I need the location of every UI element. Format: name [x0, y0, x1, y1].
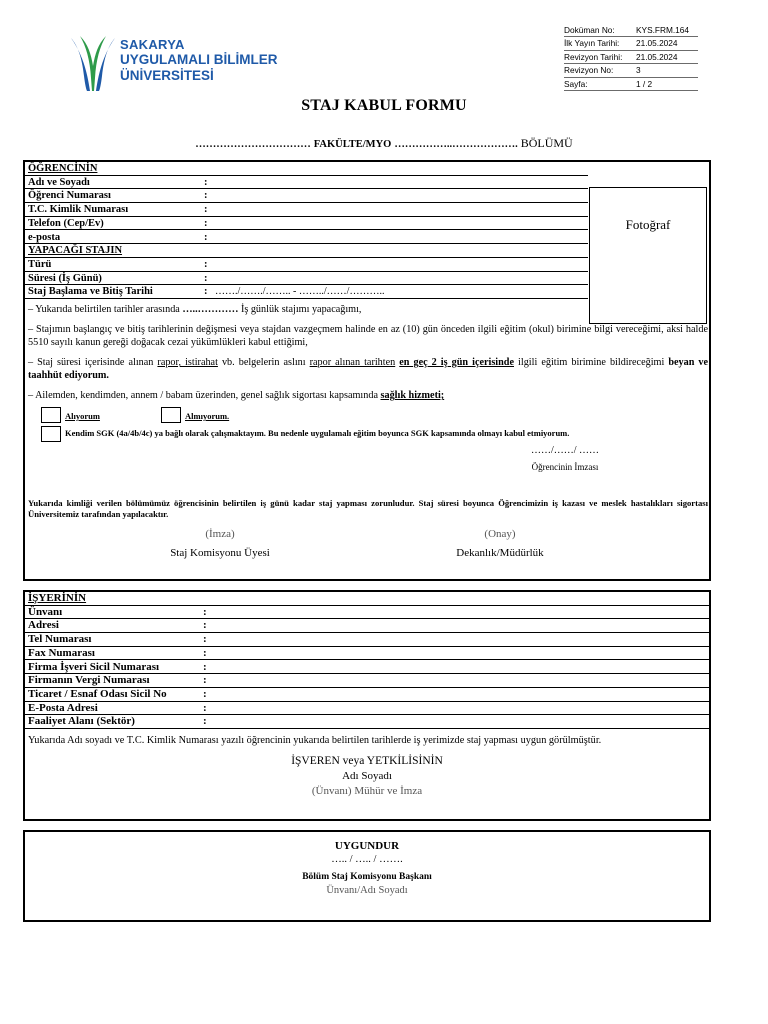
doc-info-row: [564, 51, 698, 64]
field-colon: :: [204, 176, 208, 188]
approval-section: [23, 830, 711, 922]
field-label: Firma İşveri Sicil Numarası: [28, 660, 160, 673]
field-company-fax[interactable]: [25, 647, 709, 661]
field-label: Adı ve Soyadı: [28, 176, 90, 188]
section-title-text: YAPACAĞI STAJIN: [28, 245, 123, 257]
field-label: Firmanın Vergi Numarası: [28, 674, 150, 687]
doc-info-row: [564, 64, 698, 77]
statement-text: ilgili eğitim birimine bildireceğimi: [514, 357, 669, 368]
field-colon: :: [203, 674, 207, 687]
photo-label: Fotoğraf: [625, 217, 671, 232]
field-colon: :: [204, 217, 208, 229]
department-label: BÖLÜMÜ: [520, 136, 573, 150]
statement-bold-underlined: en geç 2 iş gün içerisinde: [399, 357, 514, 368]
field-email[interactable]: [25, 231, 588, 245]
statement-text: İş günlük stajımı yapacağımı,: [238, 304, 362, 315]
field-employer-registry[interactable]: [25, 661, 709, 675]
field-colon: :: [203, 701, 207, 714]
doc-info-value: 21.05.2024: [636, 38, 678, 49]
commission-member-label: Staj Komisyonu Üyesi: [170, 547, 270, 559]
statement-text: vb. belgelerin aslını: [217, 357, 310, 368]
statement-text: – Ailemden, kendimden, annem / babam üzerinden, genel sağlık sigortası kapsamında: [28, 390, 381, 401]
field-phone[interactable]: [25, 217, 588, 231]
field-label: E-Posta Adresi: [28, 701, 98, 714]
field-name[interactable]: [25, 176, 588, 190]
doc-info-value: 21.05.2024: [636, 51, 678, 62]
student-section: [23, 160, 711, 581]
department-statement: Yukarıda kimliği verilen bölümümüz öğrencisinin belirtilen iş günü kadar staj yapması zorunludur. Staj süresi boyunca Öğrencimizin iş kazası ve meslek hastalıkları sigortası Üniversitemiz tarafından yapılacaktır.: [28, 498, 708, 519]
statement-bold: beyan ve taahhüt ediyorum.: [28, 357, 709, 381]
field-label: Ünvanı: [28, 605, 63, 618]
field-company-address[interactable]: [25, 619, 709, 633]
doc-info-key: Revizyon Tarihi:: [564, 51, 623, 62]
field-label: Staj Başlama ve Bitiş Tarihi: [28, 286, 153, 298]
field-colon: :: [204, 272, 208, 284]
doc-info-row: [564, 24, 698, 37]
university-logo: [68, 32, 308, 94]
field-tax-number[interactable]: [25, 674, 709, 688]
doc-info-key: Sayfa:: [564, 78, 588, 89]
employer-signature-title: İŞVEREN veya YETKİLİSİNİN: [291, 755, 443, 767]
logo-line-2: UYGULAMALI BİLİMLER: [120, 52, 278, 67]
department-dots[interactable]: ……………..……………….: [394, 139, 518, 150]
field-tc-id[interactable]: [25, 203, 588, 217]
own-sgk-label: Kendim SGK (4a/4b/4c) ya bağlı olarak çalışmaktayım. Bu nedenle uygulamalı eğitim boyunca SGK kapsamında olmayı kabul etmiyorum.: [65, 428, 570, 438]
doc-info-key: İlk Yayın Tarihi:: [564, 38, 620, 49]
approval-role: Bölüm Staj Komisyonu Başkanı: [302, 872, 432, 882]
field-label: Telefon (Cep/Ev): [28, 217, 104, 229]
employer-seal-label: (Ünvanı) Mühür ve İmza: [311, 785, 423, 797]
field-label: T.C. Kimlik Numarası: [28, 204, 129, 216]
faculty-department-line: [0, 136, 768, 151]
checkbox-receiving-label: Alıyorum: [65, 411, 100, 421]
field-sector[interactable]: [25, 715, 709, 729]
commission-signature-hint: (İmza): [205, 528, 235, 540]
employer-section-title: [25, 592, 709, 606]
student-section-title: [25, 162, 588, 176]
field-colon: :: [203, 715, 207, 728]
checkbox-own-sgk[interactable]: [41, 426, 61, 442]
checkbox-not-receiving[interactable]: [161, 407, 181, 423]
field-label: Adresi: [28, 619, 59, 632]
doc-info-key: Doküman No:: [564, 25, 615, 35]
field-colon: :: [204, 231, 208, 243]
employer-section: [23, 590, 711, 821]
employer-statement: Yukarıda Adı soyadı ve T.C. Kimlik Numarası yazılı öğrencinin yukarıda belirtilen tarihlerde iş yerimizde staj yapması uygun görülmüştür.: [28, 735, 602, 746]
statement-medical-report: [28, 357, 708, 382]
section-title-text: İŞYERİNİN: [28, 592, 87, 604]
employer-name-label: Adı Soyadı: [342, 770, 392, 782]
field-colon: :: [203, 619, 207, 632]
field-colon: :: [204, 204, 208, 216]
doc-info-value: KYS.FRM.164: [636, 25, 690, 35]
date-range-placeholder: ……./……./…….. - ……../……/………..: [215, 286, 385, 298]
field-chamber-registry[interactable]: [25, 688, 709, 702]
statement-health-insurance: [28, 390, 708, 403]
dean-label: Dekanlık/Müdürlük: [456, 547, 544, 559]
field-internship-type[interactable]: [25, 258, 588, 272]
field-colon: :: [203, 660, 207, 673]
field-colon: :: [203, 605, 207, 618]
doc-info-key: Revizyon No:: [564, 65, 614, 76]
checkbox-receiving[interactable]: [41, 407, 61, 423]
doc-info-value: 3: [636, 65, 641, 76]
field-internship-dates[interactable]: [25, 285, 588, 299]
field-colon: :: [204, 286, 208, 298]
dean-approval-hint: (Onay): [484, 528, 516, 540]
field-colon: :: [203, 646, 207, 659]
workdays-dots[interactable]: …..…………: [182, 304, 239, 315]
faculty-dots[interactable]: ……………………………: [195, 139, 311, 150]
field-colon: :: [204, 258, 208, 270]
doc-info-value: 1 / 2: [636, 78, 653, 89]
field-label: e-posta: [28, 231, 61, 243]
doc-info-row: [564, 78, 698, 91]
field-label: Tel Numarası: [28, 633, 92, 646]
statement-underlined: rapor, istirahat: [157, 357, 218, 368]
statement-underlined: rapor alınan tarihten: [309, 357, 396, 368]
statement-text: – Staj süresi içerisinde alınan: [28, 357, 158, 368]
logo-emblem-icon: [68, 32, 118, 92]
faculty-label: FAKÜLTE/MYO: [313, 139, 392, 150]
field-label: Ticaret / Esnaf Odası Sicil No: [28, 687, 167, 700]
field-company-email[interactable]: [25, 702, 709, 716]
statement-text: – Yukarıda belirtilen tarihler arasında: [28, 304, 183, 315]
checkbox-not-receiving-label: Almıyorum.: [185, 411, 230, 421]
field-student-number[interactable]: [25, 189, 588, 203]
approval-date-dots[interactable]: ….. / ….. / …….: [331, 854, 403, 865]
student-date-dots[interactable]: ……/……/ ……: [530, 445, 600, 456]
field-company-title[interactable]: [25, 606, 709, 620]
field-label: Öğrenci Numarası: [28, 190, 111, 202]
document-info-table: [564, 24, 698, 91]
field-label: Türü: [28, 258, 52, 270]
logo-line-3: ÜNİVERSİTESİ: [120, 67, 214, 83]
field-colon: :: [203, 633, 207, 646]
section-title-text: ÖĞRENCİNİN: [28, 163, 98, 174]
field-company-phone[interactable]: [25, 633, 709, 647]
statement-workdays: [28, 304, 708, 317]
student-signature-label: Öğrencinin İmzası: [531, 462, 599, 472]
internship-section-title: [25, 244, 588, 258]
doc-info-row: [564, 37, 698, 50]
field-label: Süresi (İş Günü): [28, 272, 102, 284]
field-label: Fax Numarası: [28, 646, 95, 659]
approval-title: UYGUNDUR: [334, 840, 400, 852]
field-colon: :: [203, 687, 207, 700]
field-internship-duration[interactable]: [25, 272, 588, 286]
approval-name-title: Ünvanı/Adı Soyadı: [326, 885, 408, 896]
field-colon: :: [204, 190, 208, 202]
statement-bold-underlined: sağlık hizmeti;: [380, 390, 445, 401]
field-label: Faaliyet Alanı (Sektör): [28, 715, 135, 728]
form-title: STAJ KABUL FORMU: [301, 97, 467, 114]
statement-date-change: – Stajımın başlangıç ve bitiş tarihlerinin değişmesi veya stajdan vazgeçmem halinde en az (10) gün önceden ilgili eğitim (okul) birimine bilgi vereceğimi, aksi halde 5510 sayılı kanun gereği doğacak cezai yükümlükleri kabul ettiğimi,: [28, 324, 708, 348]
logo-line-1: SAKARYA: [120, 37, 185, 52]
